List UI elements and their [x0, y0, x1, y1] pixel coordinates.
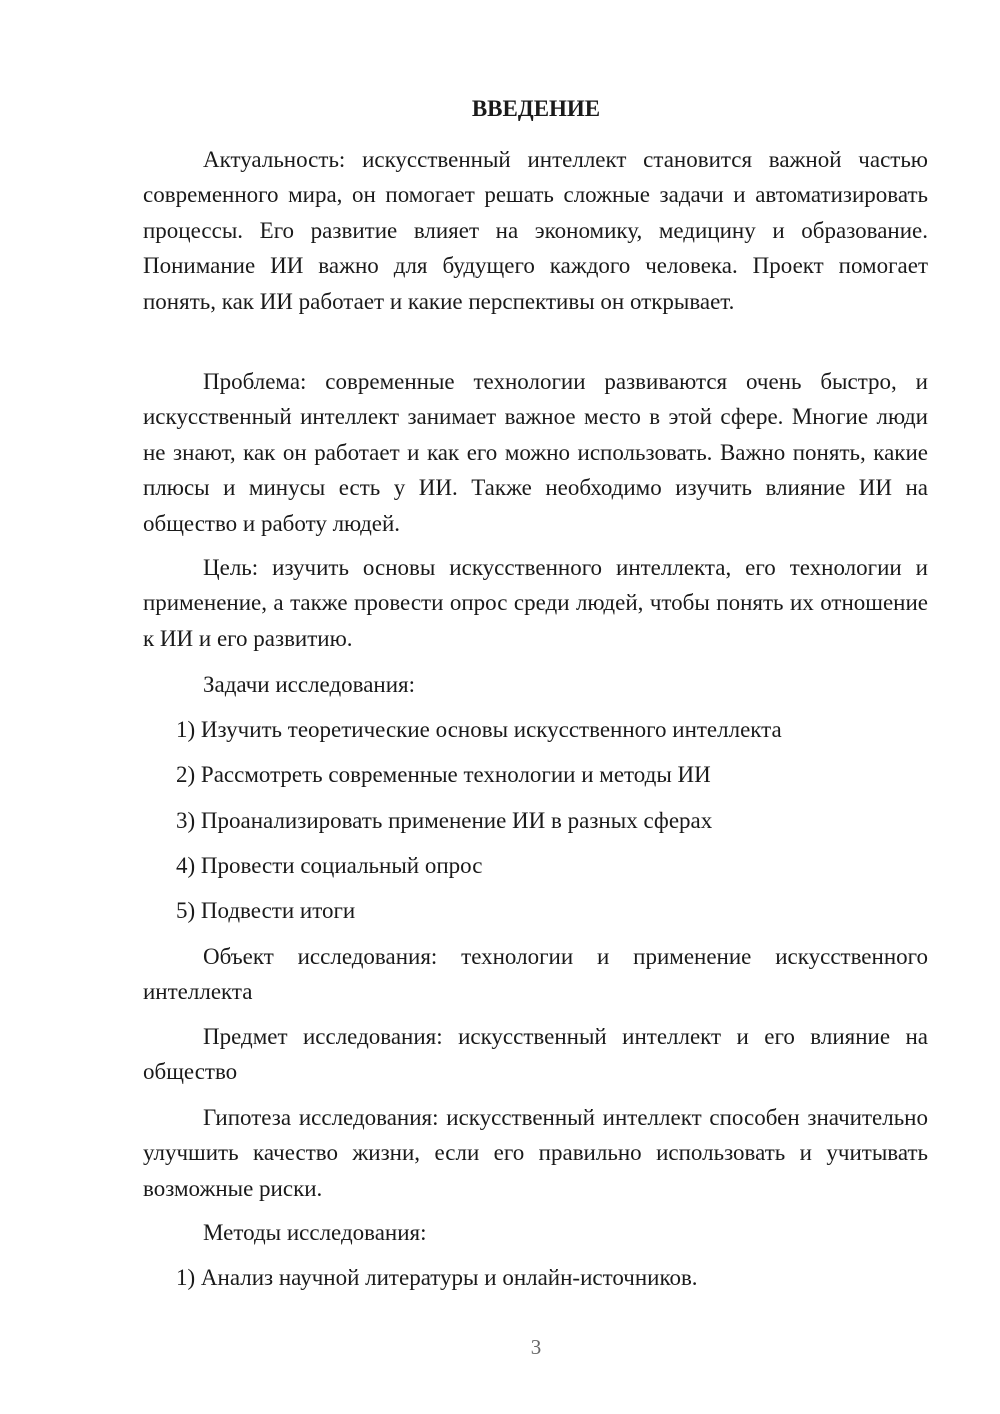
tasks-heading: Задачи исследования:	[203, 672, 416, 697]
page-number: 3	[530, 1335, 542, 1359]
task-item: 4) Провести социальный опрос	[176, 853, 483, 878]
section-title: ВВЕДЕНИЕ	[471, 96, 601, 121]
method-item: 1) Анализ научной литературы и онлайн-источников.	[176, 1265, 698, 1290]
paragraph-hypothesis: Гипотеза исследования: искусственный интеллект способен значительно улучшить качество жизни, если его правильно использовать и учитывать возможные риски.	[143, 1105, 928, 1201]
task-item: 3) Проанализировать применение ИИ в разных сферах	[176, 808, 713, 833]
task-item: 1) Изучить теоретические основы искусственного интеллекта	[176, 717, 782, 742]
task-item: 2) Рассмотреть современные технологии и методы ИИ	[176, 762, 711, 787]
paragraph-problem: Проблема: современные технологии развиваются очень быстро, и искусственный интеллект занимает важное место в этой сфере. Многие люди не знают, как он работает и как его можно использовать. Важно понять, какие плюсы и минусы есть у ИИ. Также необходимо изучить влияние ИИ на общество и работу людей.	[143, 369, 928, 536]
paragraph-relevance: Актуальность: искусственный интеллект становится важной частью современного мира, он помогает решать сложные задачи и автоматизировать процессы. Его развитие влияет на экономику, медицину и образование. Понимание ИИ важно для будущего каждого человека. Проект помогает понять, как ИИ работает и какие перспективы он открывает.	[143, 147, 928, 314]
task-item: 5) Подвести итоги	[176, 898, 356, 923]
methods-heading: Методы исследования:	[203, 1220, 427, 1245]
paragraph-goal: Цель: изучить основы искусственного интеллекта, его технологии и применение, а также провести опрос среди людей, чтобы понять их отношение к ИИ и его развитию.	[143, 555, 928, 651]
paragraph-subject: Предмет исследования: искусственный интеллект и его влияние на общество	[143, 1024, 928, 1085]
paragraph-object: Объект исследования: технологии и применение искусственного интеллекта	[143, 944, 928, 1005]
